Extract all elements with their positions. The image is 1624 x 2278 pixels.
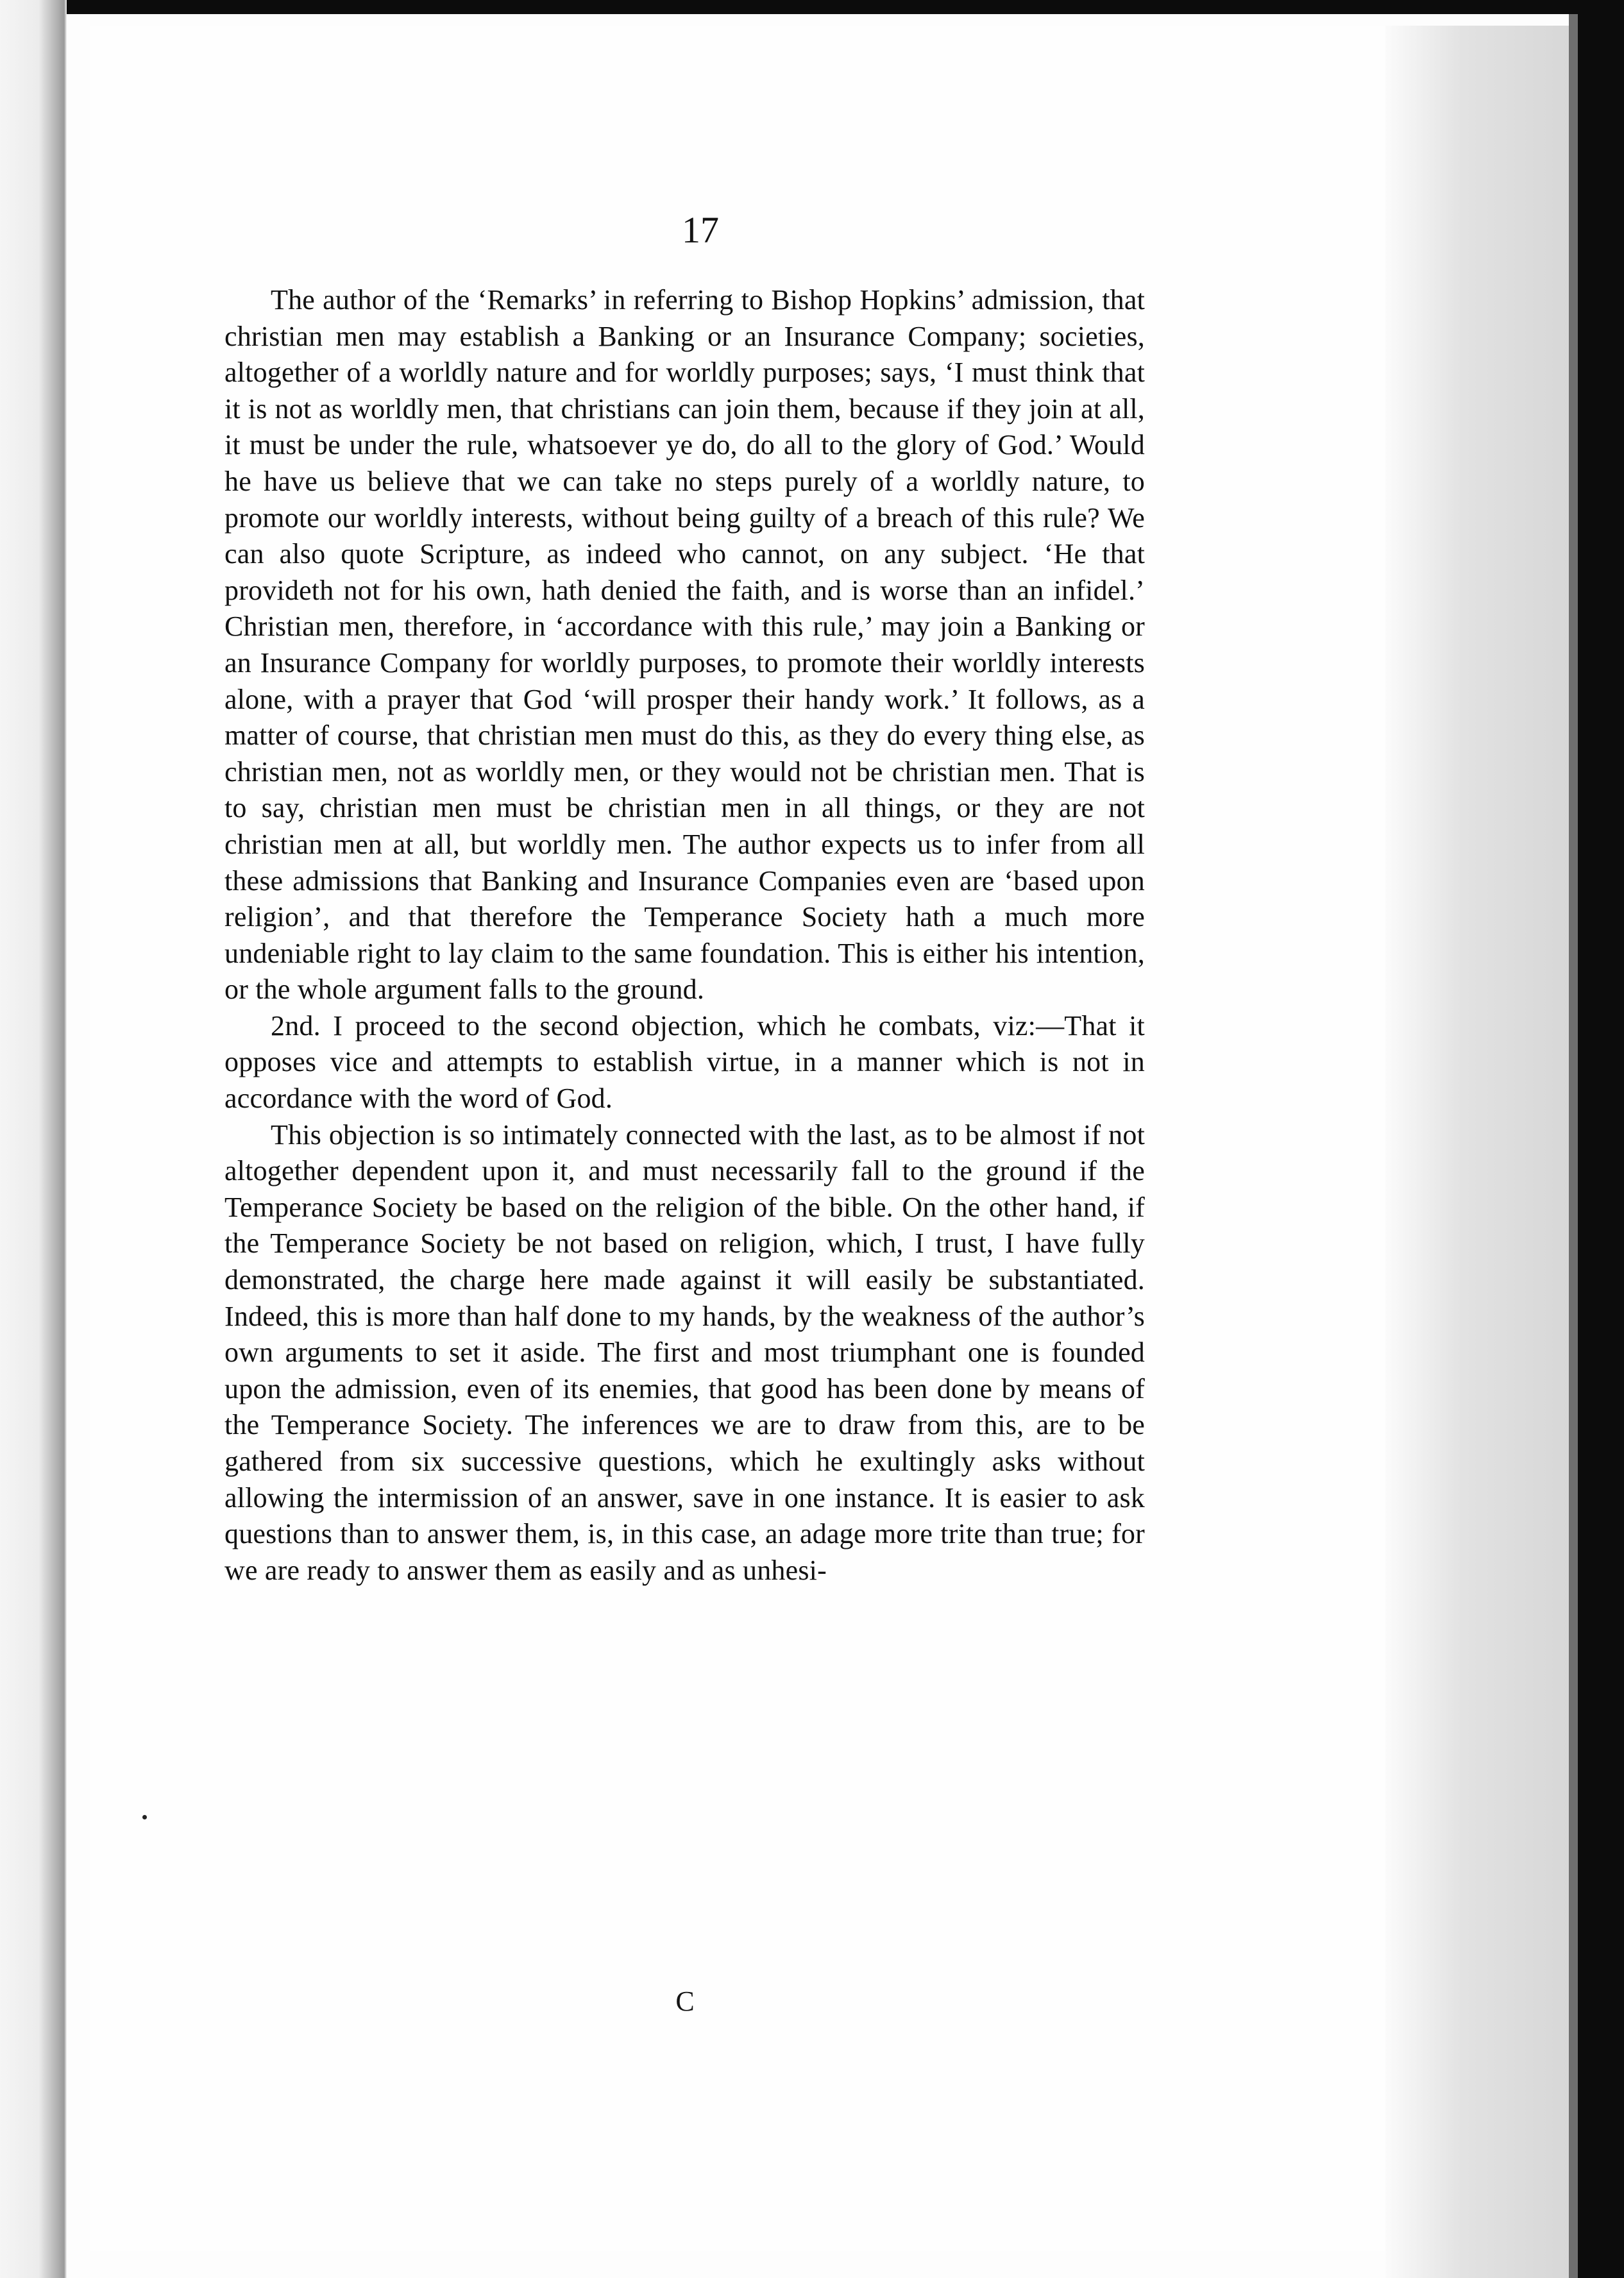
scan-right-border-edge xyxy=(1569,14,1578,2278)
scan-top-border xyxy=(0,0,1624,14)
ink-speck xyxy=(142,1815,147,1819)
body-text xyxy=(224,282,1145,1589)
signature-mark: C xyxy=(675,1986,695,2017)
paragraph-second-objection: 2nd. I proceed to the second objection, which he combats, viz:—That it opposes vice and attempts to establish virtue, in a manner which is not in accordance with the word of God. xyxy=(224,1009,1145,1115)
page-number: 17 xyxy=(682,209,719,251)
paragraph-remarks: The author of the ‘Remarks’ in referring to Bishop Hopkins’ admission, that christian men may establish a Banking or an Insurance Company; societies, altogether of a worldly nature and for worldly purposes; says, ‘I must think that it is not as worldly men, that christians can join them, because if they join at all, it must be under the rule, whatsoever ye do, do all to the glory of God.’ Would he have us believe that we can take no steps purely of a worldly nature, to promote our worldly interests, without being guilty of a breach of this rule? We can also quote Scripture, as indeed who cannot, on any subject. ‘He that provideth not for his own, hath denied the faith, and is worse than an infidel.’ Christian men, therefore, in ‘accordance with this rule,’ may join a Banking or an Insurance Company for worldly purposes, to promote their worldly interests alone, with a prayer that God ‘will prosper their handy work.’ It follows, as a matter of course, that christian men must do this, as they do every thing else, as christian men, not as worldly men, or they would not be christian men. That is to say, christian men must be christian men in all things, or they are not christian men at all, but worldly men. The author expects us to infer from all these admissions that Banking and Insurance Companies even are ‘based upon religion’, and that therefore the Temperance Society hath a much more undeniable right to lay claim to the same foundation. This is either his intention, or the whole argument falls to the ground. xyxy=(224,284,1145,1006)
paragraph-objection-discussion: This objection is so intimately connected with the last, as to be almost if not altogether dependent upon it, and must necessarily fall to the ground if the Temperance Society be based on the religion of the bible. On the other hand, if the Temperance Society be not based on religion, which, I trust, I have fully demonstrated, the charge here made against it will easily be substantiated. Indeed, this is more than half done to my hands, by the weakness of the author’s own arguments to set it aside. The first and most triumphant one is founded upon the admission, even of its enemies, that good has been done by means of the Temperance Society. The inferences we are to draw from this, are to be gathered from six successive questions, which he exultingly asks without allowing the intermission of an answer, save in one instance. It is easier to ask questions than to answer them, is, in this case, an adage more trite than true; for we are ready to answer them as easily and as unhesi- xyxy=(224,1118,1145,1586)
scan-right-border xyxy=(1578,14,1624,2278)
page-gutter-shadow xyxy=(1385,26,1597,2278)
scan-left-border xyxy=(0,0,67,2278)
